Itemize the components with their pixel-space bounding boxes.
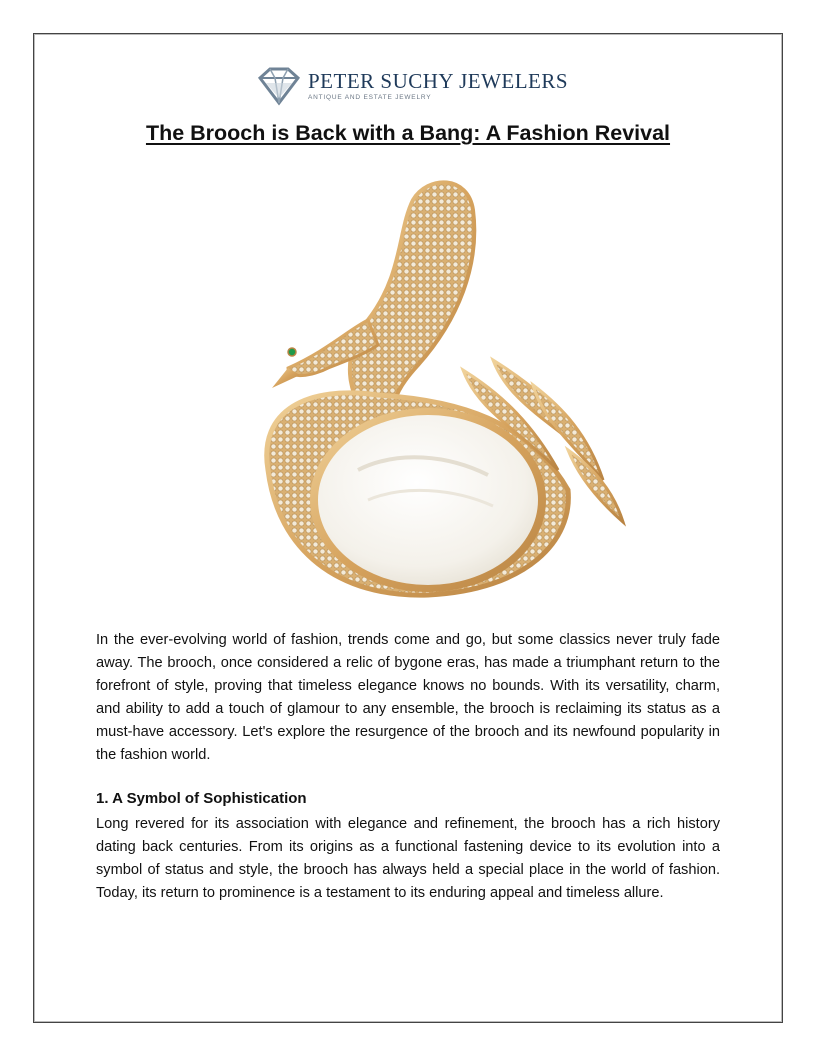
article-title: The Brooch is Back with a Bang: A Fashion Revival <box>145 121 671 145</box>
section-paragraph: Long revered for its association with elegance and refinement, the brooch has a rich history dating back centuries. From its origins as a functional fastening device to its evolution into a symbol of status and style, the brooch has always held a special place in the world of fashion. Today, its return to prominence is a testament to its enduring appeal and timeless allure. <box>96 816 720 901</box>
swan-brooch-image <box>228 170 628 610</box>
logo-tagline: ANTIQUE AND ESTATE JEWELRY <box>308 93 432 101</box>
brand-logo <box>256 62 569 110</box>
diamond-icon <box>256 66 302 106</box>
intro-paragraph: In the ever-evolving world of fashion, trends come and go, but some classics never truly fade away. The brooch, once considered a relic of bygone eras, has made a triumphant return to the forefront of style, proving that timeless elegance knows no bounds. With its versatility, charm, and ability to add a touch of glamour to any ensemble, the brooch is reclaiming its status as a must-have accessory. Let's explore the resurgence of the brooch and its newfound popularity in the fashion world. <box>96 632 720 763</box>
logo-name: PETER SUCHY JEWELERS <box>308 68 569 93</box>
section-heading: 1. A Symbol of Sophistication <box>96 790 307 807</box>
